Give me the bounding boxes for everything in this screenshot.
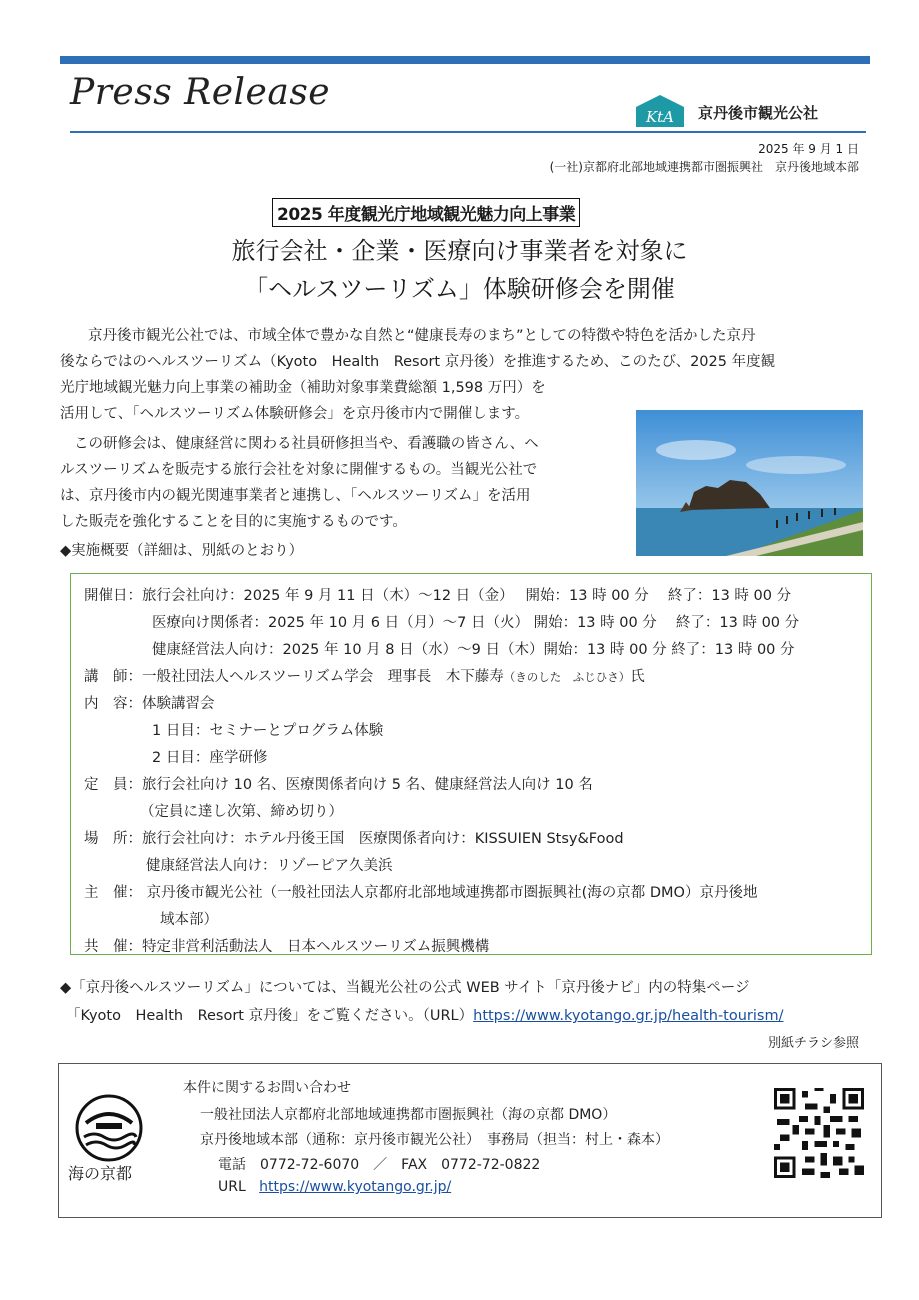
lecturer-row bbox=[84, 665, 645, 686]
summary-heading: ◆実施概要（詳細は、別紙のとおり） bbox=[60, 543, 304, 559]
lecturer-name: 一般社団法人ヘルスツーリズム学会 理事長 木下藤寿 bbox=[142, 669, 504, 685]
contact-office: 京丹後地域本部（通称：京丹後市観光公社） 事務局（担当：村上・森本） bbox=[200, 1132, 669, 1148]
header-bar bbox=[60, 56, 870, 64]
content-row: 内 容：体験講習会 bbox=[84, 696, 215, 712]
contact-phone: 電話 0772-72-6070 ／ FAX 0772-72-0822 bbox=[218, 1157, 541, 1173]
body-line: ルスツーリズムを販売する旅行会社を対象に開催するもの。当観光公社で bbox=[60, 462, 538, 478]
contact-url-label: URL bbox=[218, 1179, 246, 1195]
event-date-travel: 開催日：旅行会社向け：2025 年 9 月 11 日（木）～12 日（金） 開始：13 時 00 分 終了：13 時 00 分 bbox=[84, 588, 792, 604]
contact-url-row bbox=[218, 1179, 451, 1195]
press-release-title: Press Release bbox=[70, 72, 331, 113]
body-line: この研修会は、健康経営に関わる社員研修担当や、看護職の皆さん、ヘ bbox=[74, 436, 539, 452]
header-rule bbox=[70, 131, 866, 133]
release-date: 2025 年 9 月 1 日 bbox=[758, 142, 859, 156]
body-line: 京丹後市観光公社では、市域全体で豊かな自然と“健康長寿のまち”としての特徴や特色を活かした京丹 bbox=[88, 328, 756, 344]
body-line: した販売を強化することを目的に実施するものです。 bbox=[60, 514, 407, 530]
lecturer-kana: （きのした ふじひさ） bbox=[503, 670, 631, 684]
project-name: 2025 年度観光庁地域観光魅力向上事業 bbox=[272, 198, 580, 227]
event-date-corporate: 健康経営法人向け：2025 年 10 月 8 日（水）～9 日（木）開始：13 時 00 分 終了：13 時 00 分 bbox=[152, 642, 795, 658]
kta-logo-icon bbox=[632, 93, 688, 129]
content-day1: 1 日目：セミナーとプログラム体験 bbox=[152, 723, 384, 739]
headline-line-2: 「ヘルスツーリズム」体験研修会を開催 bbox=[244, 275, 675, 303]
issuer: (一社)京都府北部地域連携都市圏振興社 京丹後地域本部 bbox=[549, 160, 859, 174]
venue-row: 場 所：旅行会社向け：ホテル丹後王国 医療関係者向け：KISSUIEN Stsy&Food bbox=[84, 831, 624, 847]
venue-corporate: 健康経営法人向け：リゾーピア久美浜 bbox=[146, 858, 393, 874]
body-line: は、京丹後市内の観光関連事業者と連携し、「ヘルスツーリズム」を活用 bbox=[60, 488, 531, 504]
body-line: 光庁地域観光魅力向上事業の補助金（補助対象事業費総額 1,598 万円）を bbox=[60, 380, 546, 396]
svg-text:KtA: KtA bbox=[645, 108, 675, 126]
umi-no-kyoto-logo-icon bbox=[74, 1093, 144, 1163]
umi-no-kyoto-text: 海の京都 bbox=[68, 1164, 133, 1183]
cohost-row: 共 催：特定非営利活動法人 日本ヘルスツーリズム振興機構 bbox=[84, 939, 490, 955]
capacity-row: 定 員：旅行会社向け 10 名、医療関係者向け 5 名、健康経営法人向け 10 名 bbox=[84, 777, 593, 793]
body-line: 後ならではのヘルスツーリズム（Kyoto Health Resort 京丹後）を推進するため、このたび、2025 年度観 bbox=[60, 354, 776, 370]
event-date-medical: 医療向け関係者：2025 年 10 月 6 日（月）～7 日（火） 開始：13 時 00 分 終了：13 時 00 分 bbox=[152, 615, 800, 631]
contact-url-link[interactable]: https://www.kyotango.gr.jp/ bbox=[259, 1179, 452, 1195]
content-day2: 2 日目：座学研修 bbox=[152, 750, 268, 766]
qr-code-icon[interactable] bbox=[774, 1088, 864, 1178]
contact-heading: 本件に関するお問い合わせ bbox=[183, 1080, 351, 1096]
headline-line-1: 旅行会社・企業・医療向け事業者を対象に bbox=[231, 237, 688, 265]
host-row-cont: 域本部） bbox=[160, 912, 218, 928]
org-name: 京丹後市観光公社 bbox=[698, 104, 819, 122]
note-text: 「Kyoto Health Resort 京丹後」をご覧ください。（URL） bbox=[66, 1008, 474, 1024]
contact-org: 一般社団法人京都府北部地域連携都市圏振興社（海の京都 DMO） bbox=[200, 1107, 617, 1123]
note-line-2 bbox=[66, 1004, 783, 1025]
health-tourism-link[interactable]: https://www.kyotango.gr.jp/health-tourism/ bbox=[473, 1008, 784, 1024]
host-row: 主 催： 京丹後市観光公社（一般社団法人京都府北部地域連携都市圏振興社(海の京都 DMO）京丹後地 bbox=[84, 885, 758, 901]
note-line-1: ◆「京丹後ヘルスツーリズム」については、当観光公社の公式 WEB サイト「京丹後ナビ」内の特集ページ bbox=[60, 980, 750, 996]
lecturer-label: 講 師： bbox=[84, 669, 142, 685]
capacity-note: （定員に達し次第、締め切り） bbox=[140, 804, 343, 820]
body-line: 活用して、「ヘルスツーリズム体験研修会」を京丹後市内で開催します。 bbox=[60, 406, 530, 422]
lecturer-suffix: 氏 bbox=[630, 669, 645, 685]
coast-photo bbox=[636, 410, 863, 556]
flyer-note: 別紙チラシ参照 bbox=[767, 1036, 859, 1051]
